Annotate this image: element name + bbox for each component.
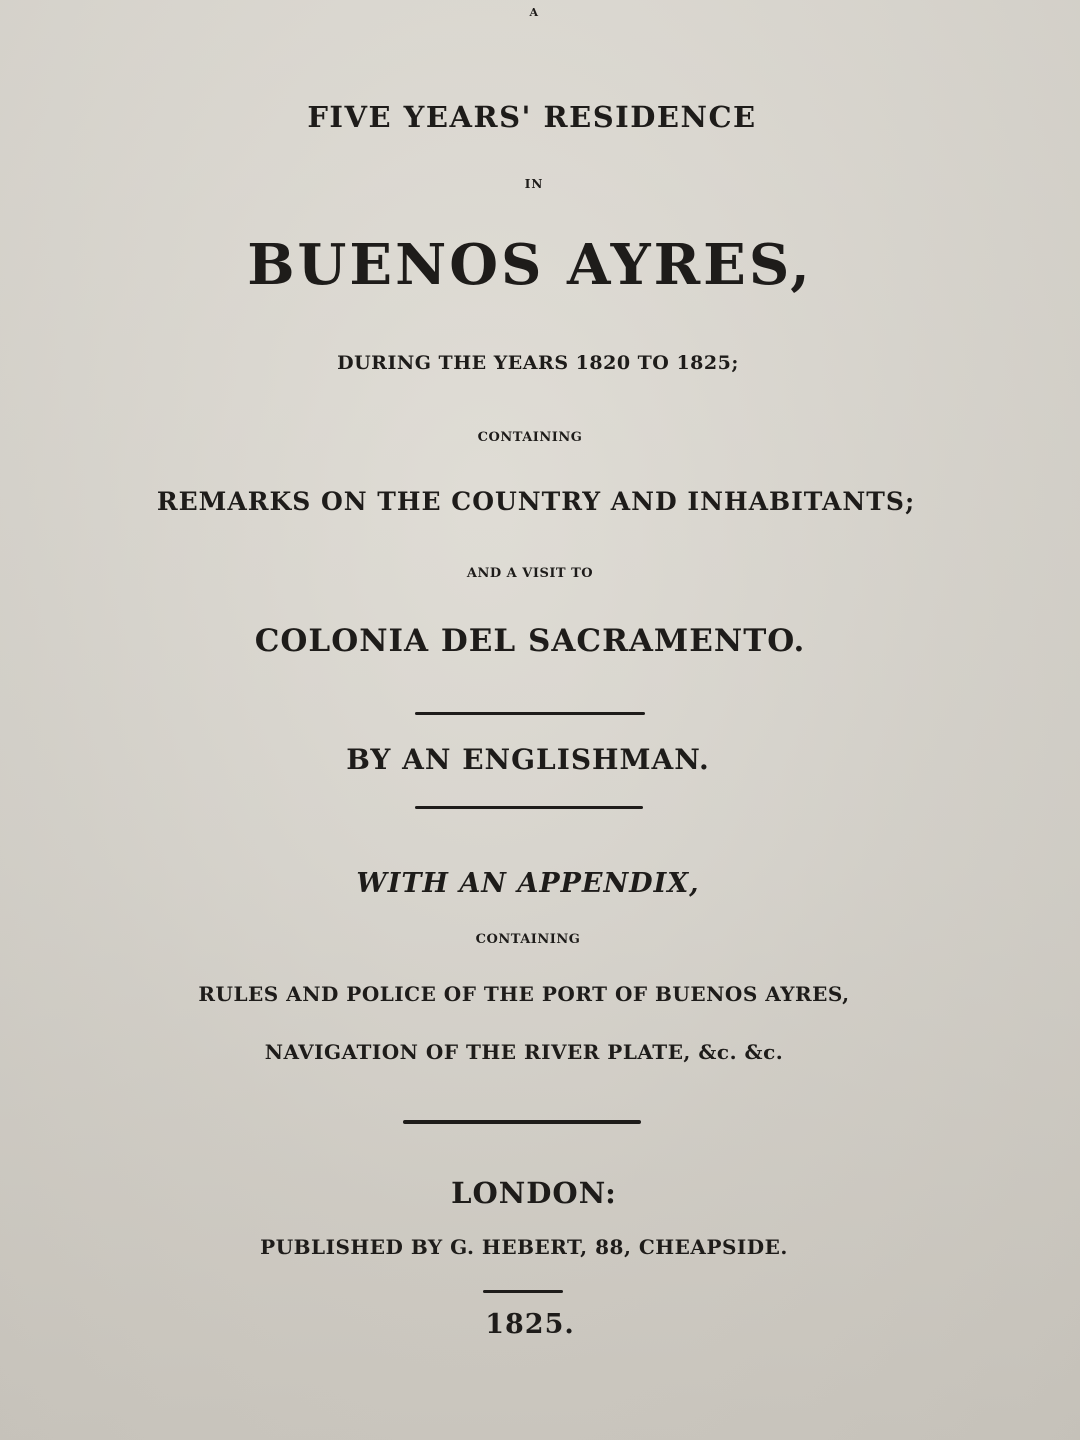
- divider-rule: [415, 806, 643, 809]
- visit-label: AND A VISIT TO: [466, 566, 594, 581]
- title-word-in: IN: [524, 177, 544, 191]
- title-line-five-years: FIVE YEARS' RESIDENCE: [307, 100, 757, 134]
- imprint-year: 1825.: [485, 1309, 575, 1340]
- divider-rule: [415, 712, 645, 715]
- containing-label: CONTAINING: [475, 932, 581, 947]
- colonia-line: COLONIA DEL SACRAMENTO.: [254, 623, 806, 659]
- author-line: BY AN ENGLISHMAN.: [346, 743, 710, 776]
- remarks-line: REMARKS ON THE COUNTRY AND INHABITANTS;: [156, 487, 916, 516]
- divider-rule-short: [483, 1290, 563, 1293]
- divider-rule: [403, 1120, 641, 1124]
- rules-line: RULES AND POLICE OF THE PORT OF BUENOS AYRES,: [198, 982, 850, 1006]
- imprint-publisher: PUBLISHED BY G. HEBERT, 88, CHEAPSIDE.: [260, 1235, 788, 1259]
- navigation-line: NAVIGATION OF THE RIVER PLATE, &c. &c.: [264, 1040, 784, 1064]
- containing-label: CONTAINING: [477, 430, 583, 445]
- imprint-city: LONDON:: [451, 1176, 617, 1210]
- article-a: A: [529, 6, 539, 19]
- main-title-buenos-ayres: BUENOS AYRES,: [247, 232, 813, 298]
- subtitle-years: DURING THE YEARS 1820 TO 1825;: [337, 352, 739, 374]
- appendix-line: WITH AN APPENDIX,: [356, 868, 700, 899]
